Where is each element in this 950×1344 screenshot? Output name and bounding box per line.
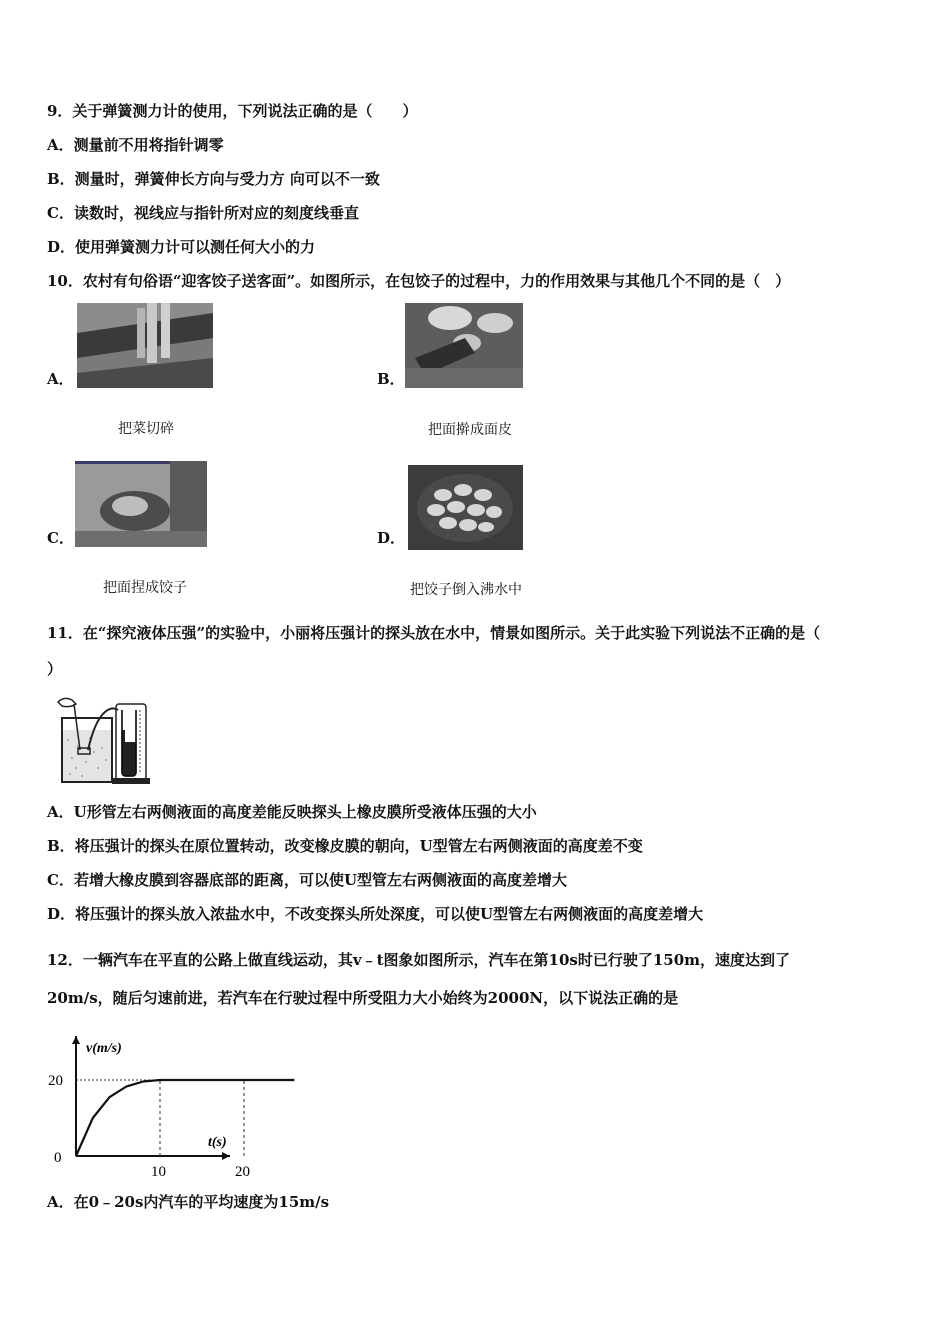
- q10-label-b: B．: [377, 370, 405, 388]
- q11-option-a: A．U形管左右两侧液面的高度差能反映探头上橡皮膜所受液体压强的大小: [47, 803, 537, 821]
- q10-label-d: D．: [377, 529, 406, 547]
- y-axis-arrow: [72, 1036, 80, 1044]
- pressure-gauge-figure: [50, 690, 160, 790]
- q9-option-a: A．测量前不用将指针调零: [47, 136, 224, 154]
- photo-cutting-vegetables: [77, 303, 213, 388]
- y-axis-label: v(m/s): [86, 1041, 122, 1056]
- x-axis-label: t(s): [208, 1135, 227, 1150]
- q11-stem-line2: ）: [47, 660, 63, 678]
- vt-chart: [40, 1030, 250, 1180]
- x-tick-label-20: 20: [235, 1164, 250, 1180]
- q10-caption-a: 把菜切碎: [118, 421, 174, 437]
- q12-stem-line2: 20m/s，随后匀速前进，若汽车在行驶过程中所受阻力大小始终为2000N，以下说法正确的是: [47, 989, 679, 1007]
- q11-option-d: D．将压强计的探头放入浓盐水中，不改变探头所处深度，可以使U型管左右两侧液面的高度差增大: [47, 905, 704, 923]
- photo-cutting-vegetables-image: [77, 303, 213, 388]
- q9-option-c: C．读数时，视线应与指针所对应的刻度线垂直: [47, 204, 359, 222]
- photo-rolling-dough: [405, 303, 523, 388]
- q11-option-b: B．将压强计的探头在原位置转动，改变橡皮膜的朝向，U型管左右两侧液面的高度差不变: [47, 837, 643, 855]
- q10-caption-c: 把面捏成饺子: [103, 580, 187, 596]
- photo-shaping-dumplings-image: [75, 461, 207, 547]
- q12-option-a: A．在0﹣20s内汽车的平均速度为15m/s: [47, 1193, 330, 1211]
- q12-stem-line1: 12．一辆汽车在平直的公路上做直线运动，其v﹣t图象如图所示，汽车在第10s时已行驶了150m，速度达到了: [47, 951, 791, 969]
- hand: [58, 698, 76, 706]
- series-line-0: [76, 1080, 294, 1156]
- q10-caption-b: 把面擀成面皮: [428, 422, 512, 438]
- q11-option-c: C．若增大橡皮膜到容器底部的距离，可以使U型管左右两侧液面的高度差增大: [47, 871, 568, 889]
- q9-stem: 9．关于弹簧测力计的使用，下列说法正确的是（ ）: [47, 102, 418, 120]
- q11-stem-line1: 11．在“探究液体压强”的实验中，小丽将压强计的探头放在水中，情景如图所示。关于此实验下列说法不正确的是（: [47, 624, 821, 642]
- q9-option-b: B．测量时，弹簧伸长方向与受力方 向可以不一致: [47, 170, 380, 188]
- q10-stem: 10．农村有句俗语“迎客饺子送客面”。如图所示，在包饺子的过程中，力的作用效果与其他几个不同的是（ ）: [47, 272, 791, 290]
- photo-shaping-dumplings: [75, 461, 207, 547]
- q10-label-a: A．: [47, 370, 74, 388]
- y-tick-label-20: 20: [48, 1073, 63, 1089]
- base: [112, 778, 150, 784]
- x-axis-arrow: [222, 1152, 230, 1160]
- photo-boiling-dumplings: [408, 465, 523, 550]
- origin-label: 0: [54, 1150, 62, 1166]
- photo-rolling-dough-image: [405, 303, 523, 388]
- q10-label-c: C．: [47, 529, 74, 547]
- q10-caption-d: 把饺子倒入沸水中: [410, 582, 522, 598]
- photo-boiling-dumplings-image: [408, 465, 523, 550]
- q9-option-d: D．使用弹簧测力计可以测任何大小的力: [47, 238, 316, 256]
- x-tick-label-10: 10: [151, 1164, 166, 1180]
